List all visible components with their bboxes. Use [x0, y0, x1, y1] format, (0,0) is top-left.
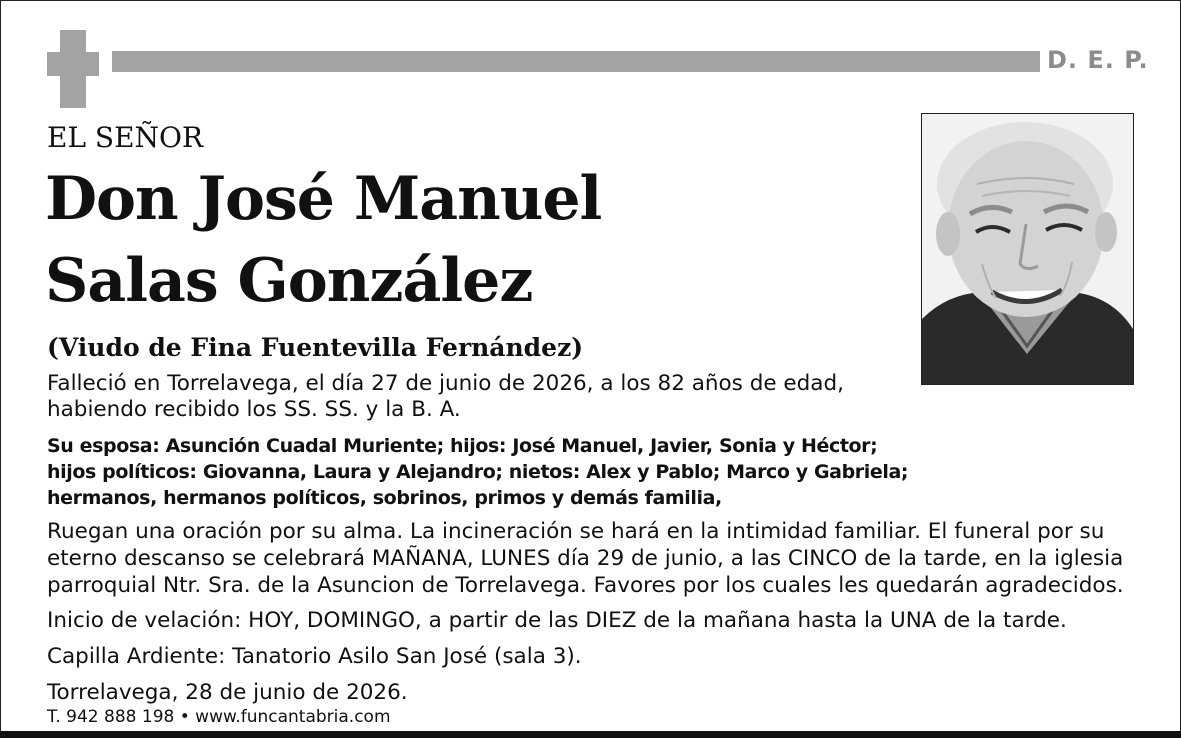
contact-line: T. 942 888 198 • www.funcantabria.com	[47, 707, 391, 727]
portrait-illustration	[922, 114, 1133, 384]
deceased-name-line1: Don José Manuel	[45, 164, 602, 234]
service-line3: parroquial Ntr. Sra. de la Asuncion de Torrelavega. Favores por los cuales les quedarán agradecidos.	[47, 573, 1124, 598]
deceased-name-line2: Salas González	[45, 246, 533, 316]
bottom-rule	[0, 731, 1181, 738]
honorific: EL SEÑOR	[47, 121, 204, 154]
dep-label: D. E. P.	[1047, 46, 1149, 74]
family-line1: Su esposa: Asunción Cuadal Muriente; hijos: José Manuel, Javier, Sonia y Héctor;	[47, 435, 878, 457]
chapel-info: Capilla Ardiente: Tanatorio Asilo San José (sala 3).	[47, 644, 582, 669]
death-notice-line2: habiendo recibido los SS. SS. y la B. A.	[47, 397, 461, 422]
death-notice-line1: Falleció en Torrelavega, el día 27 de junio de 2026, a los 82 años de edad,	[47, 371, 844, 396]
header-rule	[112, 51, 1040, 72]
widow-note: (Viudo de Fina Fuentevilla Fernández)	[47, 333, 584, 362]
service-line1: Ruegan una oración por su alma. La incineración se hará en la intimidad familiar. El funeral por su	[47, 519, 1105, 544]
place-date: Torrelavega, 28 de junio de 2026.	[47, 680, 408, 705]
family-line3: hermanos, hermanos políticos, sobrinos, primos y demás familia,	[47, 487, 722, 509]
wake-info: Inicio de velación: HOY, DOMINGO, a partir de las DIEZ de la mañana hasta la UNA de la tarde.	[47, 608, 1067, 633]
portrait-photo	[921, 113, 1134, 385]
latin-cross-icon	[47, 30, 99, 108]
family-line2: hijos políticos: Giovanna, Laura y Alejandro; nietos: Alex y Pablo; Marco y Gabriela;	[47, 461, 909, 483]
cross-horizontal-bar	[47, 52, 99, 76]
service-line2: eterno descanso se celebrará MAÑANA, LUNES día 29 de junio, a las CINCO de la tarde, en la iglesia	[47, 546, 1124, 571]
